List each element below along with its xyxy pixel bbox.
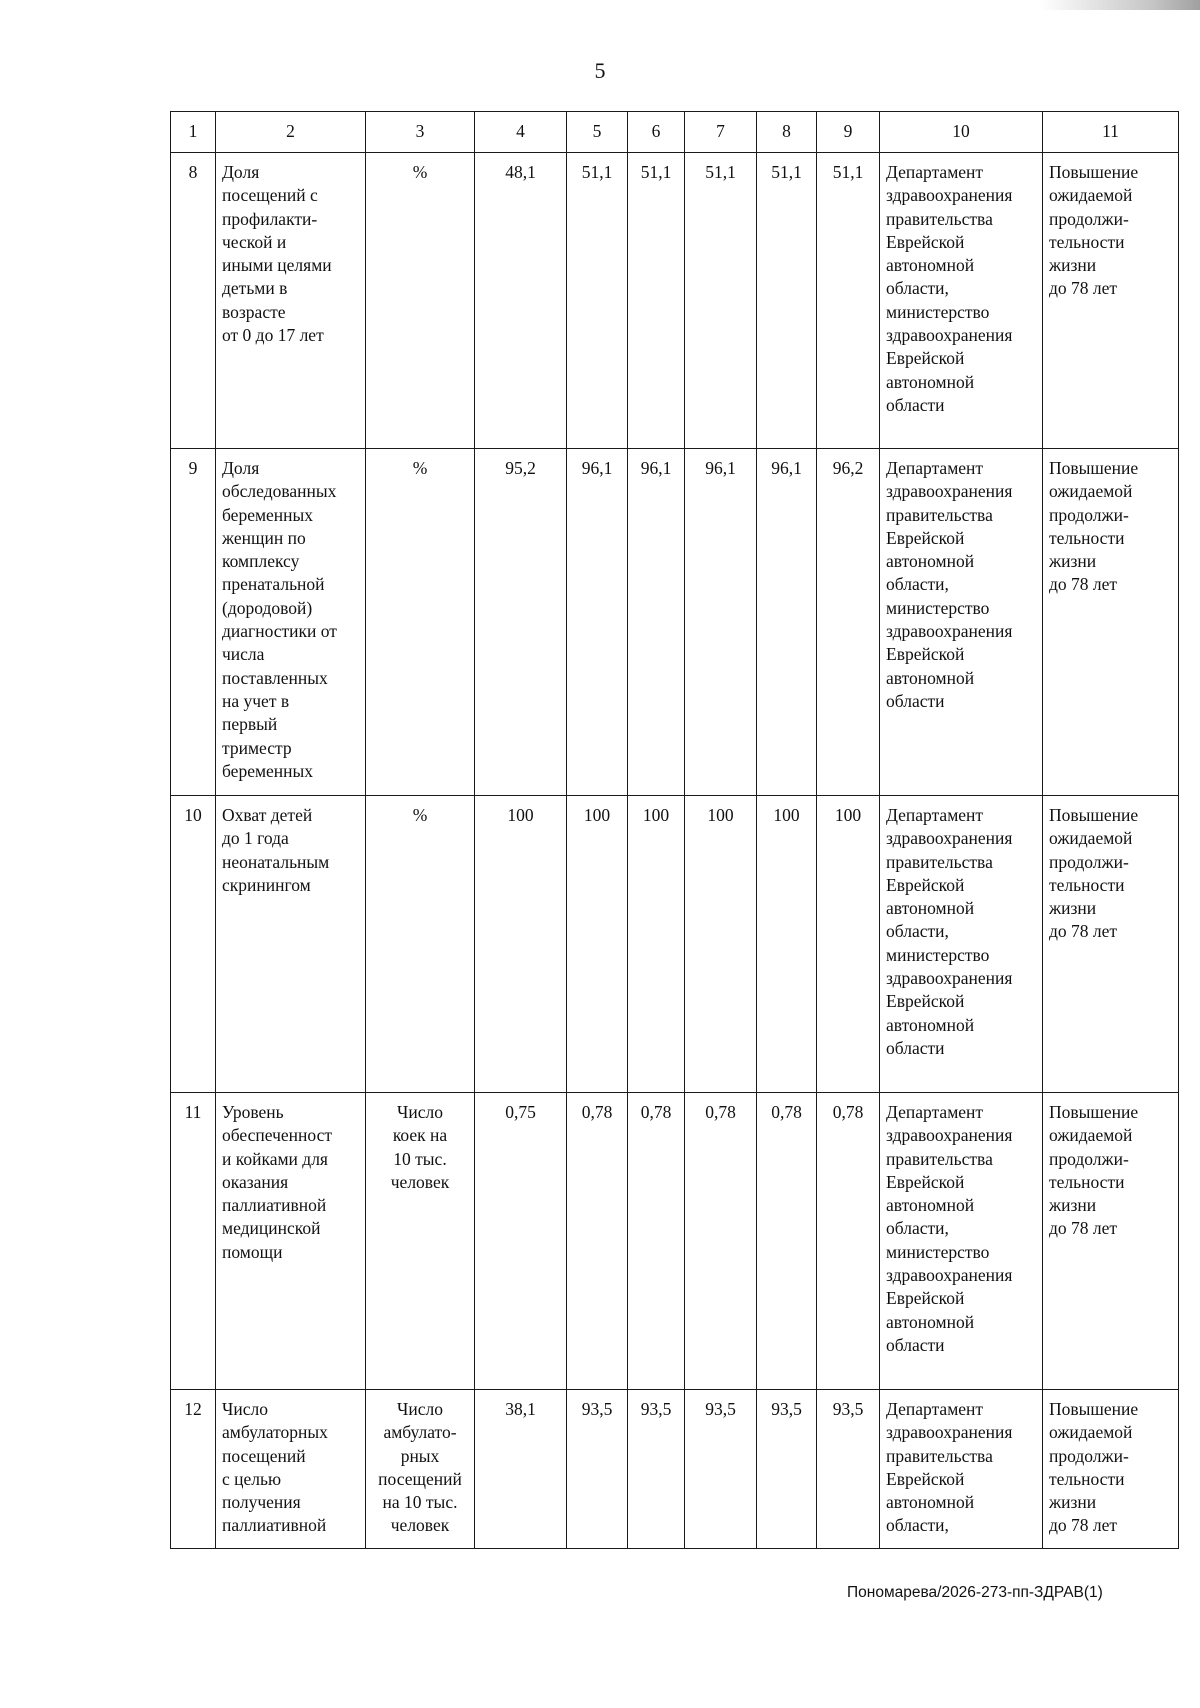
indicator-value: 100 xyxy=(628,796,685,1093)
indicator-value: 51,1 xyxy=(628,153,685,449)
row-number: 12 xyxy=(171,1390,216,1549)
indicator-value: 0,78 xyxy=(757,1093,817,1390)
column-header: 6 xyxy=(628,112,685,153)
indicator-value: 96,1 xyxy=(685,449,757,796)
indicator-value: 0,78 xyxy=(817,1093,880,1390)
indicator-name: Уровень обеспеченност и койками для оказания паллиативной медицинской помощи xyxy=(216,1093,366,1390)
indicator-value: 100 xyxy=(475,796,567,1093)
responsible-body: Департамент здравоохранения правительства Еврейской автономной области, министерство здравоохранения Еврейской автономной области xyxy=(880,153,1043,449)
responsible-body: Департамент здравоохранения правительства Еврейской автономной области, xyxy=(880,1390,1043,1549)
indicator-value: 51,1 xyxy=(757,153,817,449)
indicator-name: Доля обследованных беременных женщин по комплексу пренатальной (дородовой) диагностики от числа поставленных на учет в первый триместр беременных xyxy=(216,449,366,796)
column-header: 8 xyxy=(757,112,817,153)
unit-of-measure: Число амбулато- рных посещений на 10 тыс. человек xyxy=(366,1390,475,1549)
indicator-value: 100 xyxy=(567,796,628,1093)
indicator-value: 93,5 xyxy=(628,1390,685,1549)
responsible-body: Департамент здравоохранения правительства Еврейской автономной области, министерство здравоохранения Еврейской автономной области xyxy=(880,1093,1043,1390)
unit-of-measure: Число коек на 10 тыс. человек xyxy=(366,1093,475,1390)
table-header-row xyxy=(171,112,1179,153)
indicator-value: 95,2 xyxy=(475,449,567,796)
indicator-value: 0,78 xyxy=(628,1093,685,1390)
expected-result: Повышение ожидаемой продолжи- тельности жизни до 78 лет xyxy=(1043,1390,1179,1549)
indicator-value: 0,75 xyxy=(475,1093,567,1390)
indicator-value: 96,1 xyxy=(567,449,628,796)
column-header: 4 xyxy=(475,112,567,153)
indicator-value: 96,1 xyxy=(757,449,817,796)
scan-artifact xyxy=(1040,0,1200,10)
responsible-body: Департамент здравоохранения правительства Еврейской автономной области, министерство здравоохранения Еврейской автономной области xyxy=(880,449,1043,796)
expected-result: Повышение ожидаемой продолжи- тельности жизни до 78 лет xyxy=(1043,1093,1179,1390)
indicator-value: 93,5 xyxy=(685,1390,757,1549)
indicator-value: 100 xyxy=(685,796,757,1093)
indicators-table xyxy=(170,111,1179,1549)
column-header: 5 xyxy=(567,112,628,153)
indicator-value: 96,1 xyxy=(628,449,685,796)
column-header: 7 xyxy=(685,112,757,153)
expected-result: Повышение ожидаемой продолжи- тельности жизни до 78 лет xyxy=(1043,796,1179,1093)
table-row xyxy=(171,449,1179,796)
indicator-value: 100 xyxy=(817,796,880,1093)
responsible-body: Департамент здравоохранения правительства Еврейской автономной области, министерство здравоохранения Еврейской автономной области xyxy=(880,796,1043,1093)
unit-of-measure: % xyxy=(366,449,475,796)
column-header: 3 xyxy=(366,112,475,153)
indicator-value: 48,1 xyxy=(475,153,567,449)
column-header: 2 xyxy=(216,112,366,153)
expected-result: Повышение ожидаемой продолжи- тельности жизни до 78 лет xyxy=(1043,153,1179,449)
row-number: 10 xyxy=(171,796,216,1093)
expected-result: Повышение ожидаемой продолжи- тельности жизни до 78 лет xyxy=(1043,449,1179,796)
indicator-value: 0,78 xyxy=(567,1093,628,1390)
table-row xyxy=(171,796,1179,1093)
indicator-value: 51,1 xyxy=(817,153,880,449)
indicator-value: 93,5 xyxy=(817,1390,880,1549)
unit-of-measure: % xyxy=(366,153,475,449)
column-header: 10 xyxy=(880,112,1043,153)
column-header: 11 xyxy=(1043,112,1179,153)
table-row xyxy=(171,153,1179,449)
indicator-value: 100 xyxy=(757,796,817,1093)
indicator-value: 51,1 xyxy=(685,153,757,449)
indicator-name: Охват детей до 1 года неонатальным скринингом xyxy=(216,796,366,1093)
table-row xyxy=(171,1390,1179,1549)
row-number: 8 xyxy=(171,153,216,449)
column-header: 9 xyxy=(817,112,880,153)
indicator-value: 93,5 xyxy=(567,1390,628,1549)
indicator-value: 93,5 xyxy=(757,1390,817,1549)
indicator-value: 96,2 xyxy=(817,449,880,796)
indicator-value: 0,78 xyxy=(685,1093,757,1390)
page-number: 5 xyxy=(594,58,606,83)
document-code: Пономарева/2026-273-пп-ЗДРАВ(1) xyxy=(847,1584,1103,1601)
indicator-value: 51,1 xyxy=(567,153,628,449)
column-header: 1 xyxy=(171,112,216,153)
table-row xyxy=(171,1093,1179,1390)
indicator-name: Число амбулаторных посещений с целью получения паллиативной xyxy=(216,1390,366,1549)
row-number: 11 xyxy=(171,1093,216,1390)
row-number: 9 xyxy=(171,449,216,796)
indicator-value: 38,1 xyxy=(475,1390,567,1549)
indicator-name: Доля посещений с профилакти- ческой и иными целями детьми в возрасте от 0 до 17 лет xyxy=(216,153,366,449)
unit-of-measure: % xyxy=(366,796,475,1093)
